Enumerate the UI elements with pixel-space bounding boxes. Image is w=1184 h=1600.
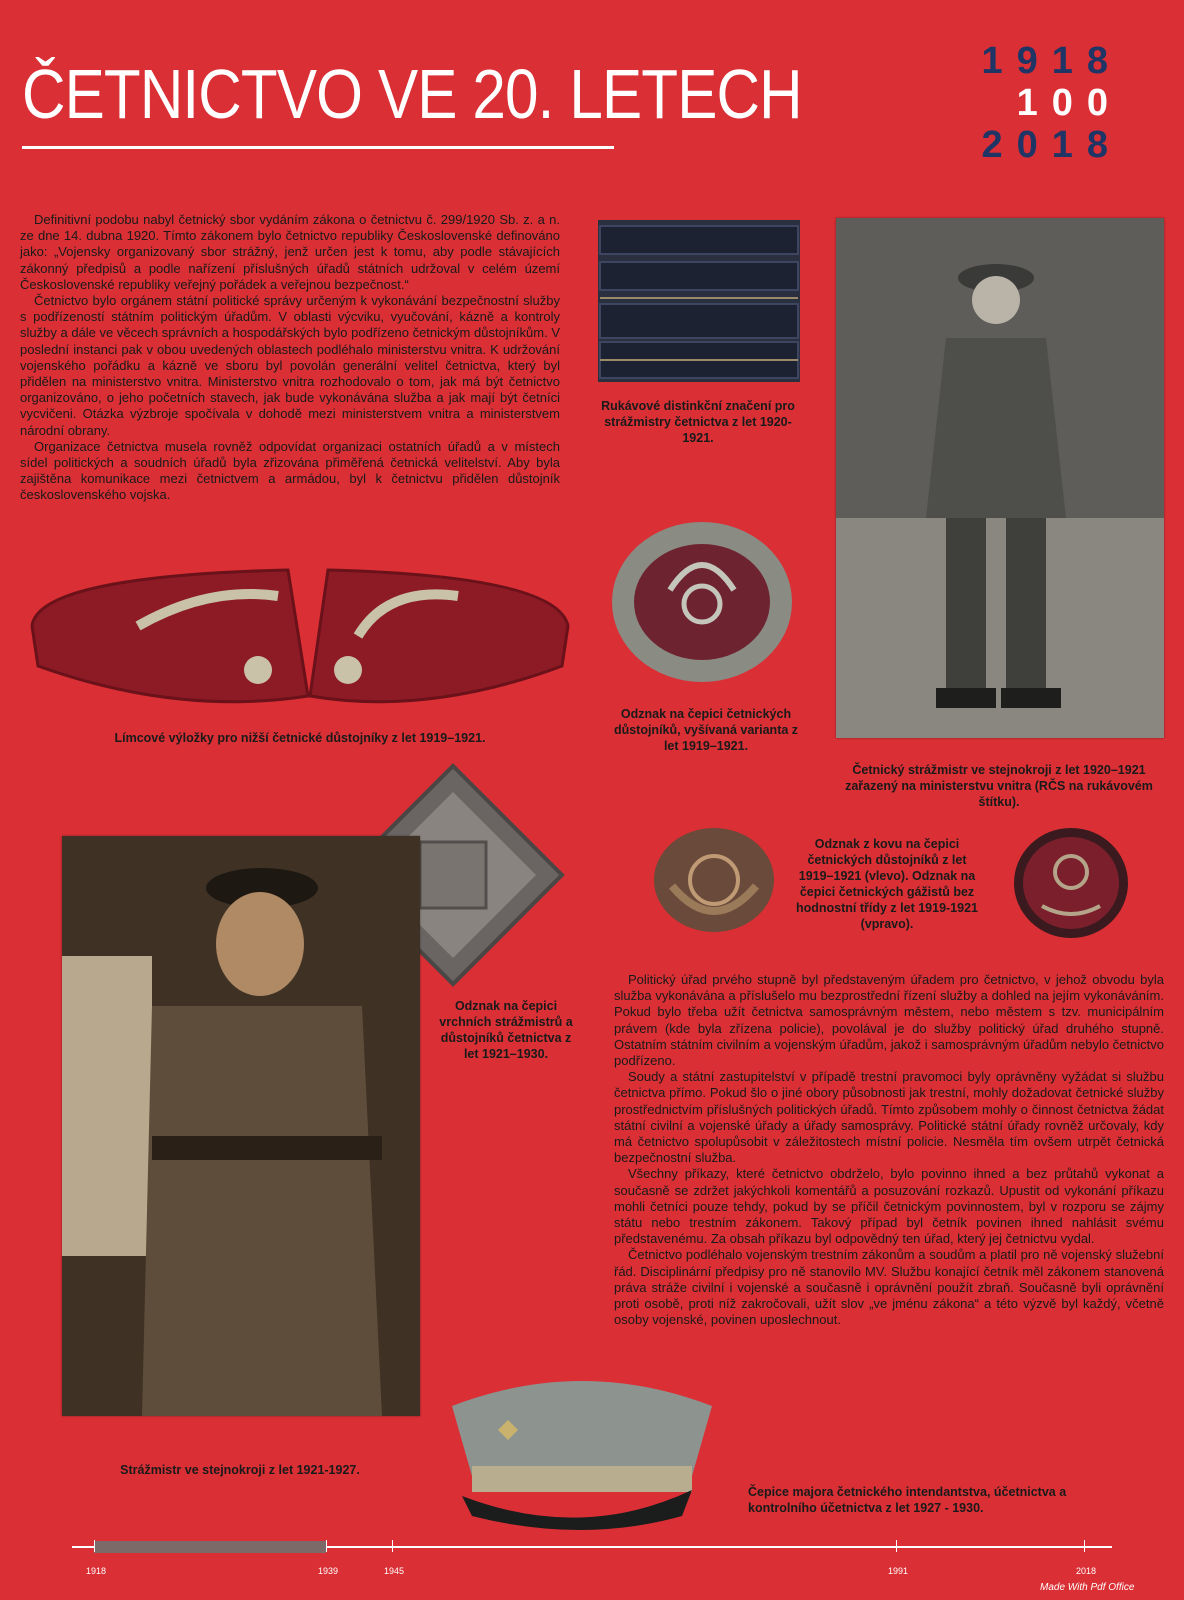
intro-paragraph-3: Organizace četnictva musela rovněž odpovídat organizaci ostatních úřadů a v místech sídel politických a soudních úřadů byla zřizována přiměřená četnická velitelství. Aby byla zajištěna komunikace mezi četnictvem a armádou, byl k četnictvu přidělen důstojník československého vojska. xyxy=(20,438,560,503)
caption-officer-1920: Četnický strážmistr ve stejnokroji z let 1920–1921 zařazený na ministerstvu vnitra (RČS na rukávovém štítku). xyxy=(845,763,1153,809)
caption-collar: Límcové výložky pro nižší četnické důstojníky z let 1919–1921. xyxy=(114,731,486,745)
main-text xyxy=(614,972,1164,1328)
intro-paragraph-1: Definitivní podobu nabyl četnický sbor vydáním zákona o četnictvu č. 299/1920 Sb. z. a n. ze dne 14. dubna 1920. Tímto zákonem bylo četnictvo republiky Československé definováno jako: „Vojensky organizovaný sbor strážný, jenž určen jest k tomu, aby podle stávajících zákonný předpisů a podle nařízení příslušných úřadů státních udržoval v celém území Československé republiky veřejný pořádek a veřejnou bezpečnost.“ xyxy=(20,212,560,292)
timeline-label: 1991 xyxy=(888,1566,909,1576)
timeline-period-bar xyxy=(94,1541,326,1553)
main-paragraph-4: Četnictvo podléhalo vojenským trestním zákonům a soudům a platil pro ně vojenský služební řád. Disciplinární předpisy pro ně stanovilo MV. Službu konající četník měl zákonem stanovená práva stráže civilní i vojenské a současně i oprávnění použít zbraň. Současně byli oprávnění proti osobě, proti níž zakročovali, užít slov „ve jménu zákona“ a této výzvě byl každý, včetně osoby vojenské, povinen uposlechnout. xyxy=(614,1247,1164,1328)
timeline-tick xyxy=(896,1540,897,1552)
metal-badge-left-image xyxy=(652,826,776,934)
caption-major-cap: Čepice majora četnického intendantstva, účetnictva a kontrolního účetnictva z let 1927 - 1930. xyxy=(748,1485,1067,1515)
year-count: 100 xyxy=(1016,82,1122,124)
caption-cap-embroidered: Odznak na čepici četnických důstojníků, vyšívaná varianta z let 1919–1921. xyxy=(613,707,799,753)
anniversary-years xyxy=(981,40,1122,166)
timeline-label: 1945 xyxy=(384,1566,405,1576)
sleeve-insignia-image xyxy=(596,218,802,384)
timeline-tick xyxy=(94,1540,95,1552)
timeline-label: 1918 xyxy=(86,1566,107,1576)
caption-sleeve: Rukávové distinkční značení pro strážmistry četnictva z let 1920-1921. xyxy=(601,399,795,445)
cap-badge-embroidered-image xyxy=(610,520,794,684)
intro-text xyxy=(20,212,560,504)
timeline-label: 2018 xyxy=(1076,1566,1097,1576)
main-paragraph-2: Soudy a státní zastupitelství v případě trestní pravomoci byly oprávněny vyžádat si službu četnictva přímo. Pokud šlo o jiné obory působnosti jak trestní, mohly dožadovat četnické služby prostřednictvím příslušných politických úřadů. Tímto způsobem mohly o činnost četnictva žádat státní civilní a vojenské úřady a úřady samosprávy. Politické státní úřady rovněž určovaly, kdy má četnictvo spolupůsobit v záležitostech místní policie. Nesměla tím ovšem utrpět četnická bezpečnostní služba. xyxy=(614,1069,1164,1166)
timeline-tick xyxy=(1084,1540,1085,1552)
timeline-tick xyxy=(326,1540,327,1552)
strazmistr-1921-photo xyxy=(62,836,420,1416)
intro-paragraph-2: Četnictvo bylo orgánem státní politické správy určeným k vykonávání bezpečnostní služby s podřízeností státním politickým úřadům. V oblasti výcviku, vyučování, kázně a kontroly služby a dále ve věcech správních a hospodářských bylo podřízeno četnickým důstojníkům. V poslední instanci pak v obou uvedených oblastech podléhalo ministerstvu vnitra. K udržování vojenského pořádku a kázně ve sboru byl povolán generální velitel četnictva, který byl přidělen na ministerstvo vnitra. Ministerstvo vnitra rozhodovalo o tom, jak má být četnictvo organizováno, o jeho početních stavech, jak bude vykonávána služba a jak mají být četníci vycvičeni. Otázka výzbroje spočívala v dohodě mezi ministerstvem vnitra a ministerstvem národní obrany. xyxy=(20,293,560,438)
timeline-label: 1939 xyxy=(318,1566,339,1576)
year-start: 1918 xyxy=(981,40,1122,82)
caption-strazmistr-1921: Strážmistr ve stejnokroji z let 1921-1927. xyxy=(120,1463,360,1477)
page-title: ČETNICTVO VE 20. LETECH xyxy=(22,55,802,133)
metal-badge-right-image xyxy=(1012,826,1130,940)
main-paragraph-3: Všechny příkazy, které četnictvo obdrželo, bylo povinno ihned a bez průtahů vykonat a současně se zdržet jakýchkoli komentářů a posuzování rozkazů. Upustit od vykonání příkazu mohli četníci pouze tehdy, pokud by se příčil četnickým povinnostem, byl v rozporu se zájmy státu nebo trestním zákonem. Takový případ byl četník povinen ihned nahlásit svému představenému. Za obsah příkazu byl odpovědný ten úřad, který jej četnictvu vydal. xyxy=(614,1166,1164,1247)
major-cap-image xyxy=(442,1366,722,1536)
main-paragraph-1: Politický úřad prvého stupně byl představeným úřadem pro četnictvo, v jehož obvodu byla služba vykonávána a příslušelo mu bezprostřední řízení služby a dohled na jejím vykonáváním. Pokud bylo třeba užít četnictva samosprávným městem, nebo městem s tzv. municipálním právem (kde byla zřízena policie), povolával je do služby politický úřad druhého stupně. Ostatním státním civilním a vojenským úřadům, jakož i samosprávným úřadům nebylo četnictvo podřízeno. xyxy=(614,972,1164,1069)
caption-metal-badges: Odznak z kovu na čepici četnických důstojníků z let 1919–1921 (vlevo). Odznak na čepici četnických gážistů bez hodnostní třídy z let 1919-1921 (vpravo). xyxy=(796,837,978,931)
officer-1920-photo xyxy=(836,218,1164,738)
watermark: Made With Pdf Office xyxy=(1040,1582,1135,1593)
title-underline xyxy=(22,146,614,149)
caption-senior-badge: Odznak na čepici vrchních strážmistrů a důstojníků četnictva z let 1921–1930. xyxy=(439,999,573,1061)
collar-patches-image xyxy=(28,566,572,714)
timeline-tick xyxy=(392,1540,393,1552)
year-end: 2018 xyxy=(981,124,1122,166)
